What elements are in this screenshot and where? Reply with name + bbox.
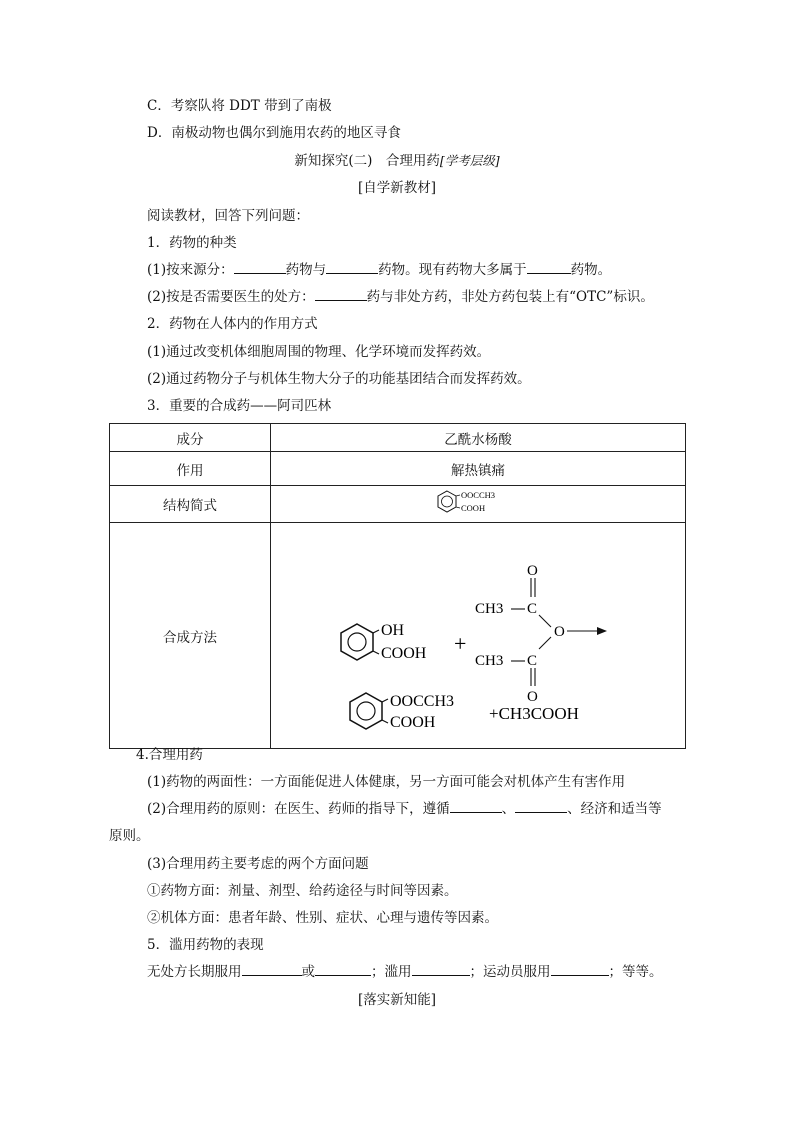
heading-4: 4.合理用药 (136, 747, 203, 763)
aspirin-structure-small (433, 487, 523, 517)
table-row (110, 486, 686, 523)
table-row (110, 523, 686, 749)
o-bridge: O (554, 624, 565, 640)
blank (234, 261, 286, 274)
cell-label: 合成方法 (110, 523, 271, 749)
para-4c2: ②机体方面：患者年龄、性别、症状、心理与遗传等因素。 (147, 910, 498, 926)
table-row (110, 424, 686, 452)
heading-1: 1．药物的种类 (147, 235, 237, 251)
self-study-heading: [自学新教材] (357, 180, 437, 196)
option-d: D．南极动物也偶尔到施用农药的地区寻食 (147, 125, 401, 141)
cell-label: 作用 (110, 452, 271, 486)
option-c: C．考察队将 DDT 带到了南极 (147, 98, 332, 114)
heading-3: 3．重要的合成药——阿司匹林 (147, 398, 332, 414)
section-tag: [学考层级] (439, 153, 500, 168)
c-top: C (527, 601, 538, 617)
para-1a: (1)按来源分： 药物与 药物。现有药物大多属于 药物。 (147, 262, 612, 278)
para-4b-continued: 原则。 (109, 828, 150, 844)
heading-2: 2．药物在人体内的作用方式 (147, 316, 318, 332)
cell-label: 结构简式 (110, 486, 271, 523)
ch3-bottom: CH3 (475, 653, 504, 669)
para-4c: (3)合理用药主要考虑的两个方面问题 (147, 856, 369, 872)
aspirin-product (350, 693, 579, 731)
product-sub2: COOH (390, 714, 436, 731)
section-title: 新知探究(二) 合理用药[学考层级] (294, 153, 500, 169)
product-sub1: OOCCH3 (390, 693, 455, 710)
blank (242, 963, 302, 976)
salicylic-acid (341, 622, 427, 662)
c-bottom: C (527, 653, 538, 669)
o-bottom: O (527, 689, 538, 705)
cell-value: 乙酰水杨酸 (271, 424, 686, 452)
para-2b: (2)通过药物分子与机体生物大分子的功能基团结合而发挥药效。 (147, 371, 531, 387)
para-4b: (2)合理用药的原则：在医生、药师的指导下，遵循 、 、经济和适当等 (147, 801, 662, 817)
para-4c1: ①药物方面：剂量、剂型、给药途径与时间等因素。 (147, 883, 458, 899)
synthesis-cell (271, 523, 686, 749)
cooh-label: COOH (381, 645, 427, 662)
o-top: O (527, 563, 538, 579)
blank (450, 800, 502, 813)
blank (326, 261, 378, 274)
para-5: 无处方长期服用 或 ；滥用 ；运动员服用 ；等等。 (147, 964, 663, 980)
para-4a: (1)药物的两面性：一方面能促进人体健康，另一方面可能会对机体产生有害作用 (147, 774, 626, 790)
formula-sub2: COOH (461, 503, 486, 513)
acetic-anhydride (475, 563, 607, 705)
aspirin-table (109, 423, 686, 749)
blank (315, 288, 367, 301)
cell-value: 解热镇痛 (271, 452, 686, 486)
para-2a: (1)通过改变机体细胞周围的物理、化学环境而发挥药效。 (147, 344, 491, 360)
ch3-top: CH3 (475, 601, 504, 617)
para-1b: (2)按是否需要医生的处方： 药与非处方药，非处方药包装上有“OTC”标识。 (147, 289, 654, 305)
plus-sign: + (454, 631, 467, 656)
cell-label: 成分 (110, 424, 271, 452)
heading-5: 5．滥用药物的表现 (147, 937, 264, 953)
intro-text: 阅读教材，回答下列问题： (147, 208, 309, 224)
synthesis-diagram (271, 523, 685, 744)
oh-label: OH (381, 622, 405, 639)
blank (412, 963, 470, 976)
blank (315, 963, 371, 976)
footer-heading: [落实新知能] (357, 992, 437, 1008)
blank (515, 800, 567, 813)
byproduct: +CH3COOH (489, 704, 579, 723)
blank (551, 963, 609, 976)
blank (527, 261, 571, 274)
structure-cell (271, 486, 686, 523)
table-row (110, 452, 686, 486)
formula-sub1: OOCCH3 (461, 490, 496, 500)
